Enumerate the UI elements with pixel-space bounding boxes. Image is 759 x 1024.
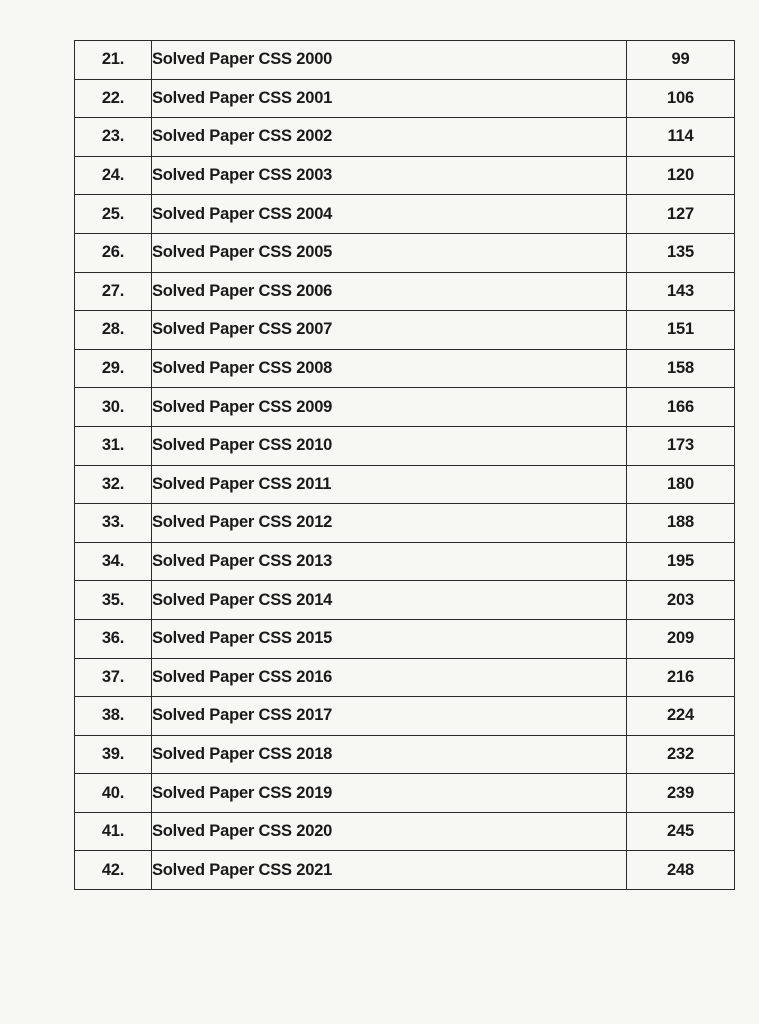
entry-page: 195 <box>627 542 735 581</box>
entry-page: 158 <box>627 349 735 388</box>
entry-number: 35. <box>75 581 152 620</box>
entry-title: Solved Paper CSS 2001 <box>152 79 627 118</box>
table-row <box>75 465 735 504</box>
contents-table-body <box>75 41 735 890</box>
table-row <box>75 658 735 697</box>
entry-page: 114 <box>627 118 735 157</box>
entry-title: Solved Paper CSS 2020 <box>152 812 627 851</box>
entry-title: Solved Paper CSS 2018 <box>152 735 627 774</box>
entry-number: 25. <box>75 195 152 234</box>
table-row <box>75 504 735 543</box>
entry-page: 99 <box>627 41 735 80</box>
entry-title: Solved Paper CSS 2005 <box>152 233 627 272</box>
entry-page: 135 <box>627 233 735 272</box>
entry-number: 41. <box>75 812 152 851</box>
entry-number: 42. <box>75 851 152 890</box>
table-row <box>75 118 735 157</box>
entry-number: 30. <box>75 388 152 427</box>
entry-number: 21. <box>75 41 152 80</box>
table-row <box>75 581 735 620</box>
table-row <box>75 41 735 80</box>
entry-number: 23. <box>75 118 152 157</box>
entry-title: Solved Paper CSS 2011 <box>152 465 627 504</box>
entry-number: 31. <box>75 426 152 465</box>
entry-page: 239 <box>627 774 735 813</box>
entry-page: 224 <box>627 697 735 736</box>
entry-title: Solved Paper CSS 2002 <box>152 118 627 157</box>
entry-title: Solved Paper CSS 2010 <box>152 426 627 465</box>
entry-title: Solved Paper CSS 2015 <box>152 619 627 658</box>
entry-number: 40. <box>75 774 152 813</box>
table-row <box>75 542 735 581</box>
entry-page: 203 <box>627 581 735 620</box>
entry-title: Solved Paper CSS 2014 <box>152 581 627 620</box>
entry-number: 39. <box>75 735 152 774</box>
entry-page: 248 <box>627 851 735 890</box>
entry-title: Solved Paper CSS 2019 <box>152 774 627 813</box>
table-row <box>75 156 735 195</box>
entry-page: 180 <box>627 465 735 504</box>
entry-number: 36. <box>75 619 152 658</box>
table-row <box>75 272 735 311</box>
entry-number: 27. <box>75 272 152 311</box>
entry-title: Solved Paper CSS 2008 <box>152 349 627 388</box>
entry-page: 127 <box>627 195 735 234</box>
entry-number: 37. <box>75 658 152 697</box>
entry-page: 232 <box>627 735 735 774</box>
entry-page: 120 <box>627 156 735 195</box>
contents-table <box>74 40 735 890</box>
table-row <box>75 349 735 388</box>
entry-title: Solved Paper CSS 2012 <box>152 504 627 543</box>
table-row <box>75 774 735 813</box>
table-row <box>75 311 735 350</box>
entry-number: 24. <box>75 156 152 195</box>
entry-page: 166 <box>627 388 735 427</box>
entry-title: Solved Paper CSS 2016 <box>152 658 627 697</box>
entry-page: 245 <box>627 812 735 851</box>
table-row <box>75 735 735 774</box>
table-row <box>75 79 735 118</box>
entry-title: Solved Paper CSS 2004 <box>152 195 627 234</box>
entry-title: Solved Paper CSS 2000 <box>152 41 627 80</box>
table-row <box>75 851 735 890</box>
entry-title: Solved Paper CSS 2013 <box>152 542 627 581</box>
table-row <box>75 619 735 658</box>
entry-page: 151 <box>627 311 735 350</box>
entry-title: Solved Paper CSS 2007 <box>152 311 627 350</box>
entry-page: 216 <box>627 658 735 697</box>
table-row <box>75 697 735 736</box>
table-row <box>75 233 735 272</box>
entry-title: Solved Paper CSS 2009 <box>152 388 627 427</box>
table-row <box>75 195 735 234</box>
entry-number: 28. <box>75 311 152 350</box>
entry-title: Solved Paper CSS 2006 <box>152 272 627 311</box>
entry-number: 22. <box>75 79 152 118</box>
entry-page: 173 <box>627 426 735 465</box>
entry-number: 26. <box>75 233 152 272</box>
table-row <box>75 812 735 851</box>
entry-number: 34. <box>75 542 152 581</box>
entry-page: 209 <box>627 619 735 658</box>
entry-number: 33. <box>75 504 152 543</box>
entry-page: 106 <box>627 79 735 118</box>
entry-number: 38. <box>75 697 152 736</box>
entry-page: 143 <box>627 272 735 311</box>
table-row <box>75 388 735 427</box>
table-row <box>75 426 735 465</box>
entry-title: Solved Paper CSS 2003 <box>152 156 627 195</box>
entry-number: 29. <box>75 349 152 388</box>
entry-title: Solved Paper CSS 2017 <box>152 697 627 736</box>
entry-title: Solved Paper CSS 2021 <box>152 851 627 890</box>
entry-page: 188 <box>627 504 735 543</box>
entry-number: 32. <box>75 465 152 504</box>
